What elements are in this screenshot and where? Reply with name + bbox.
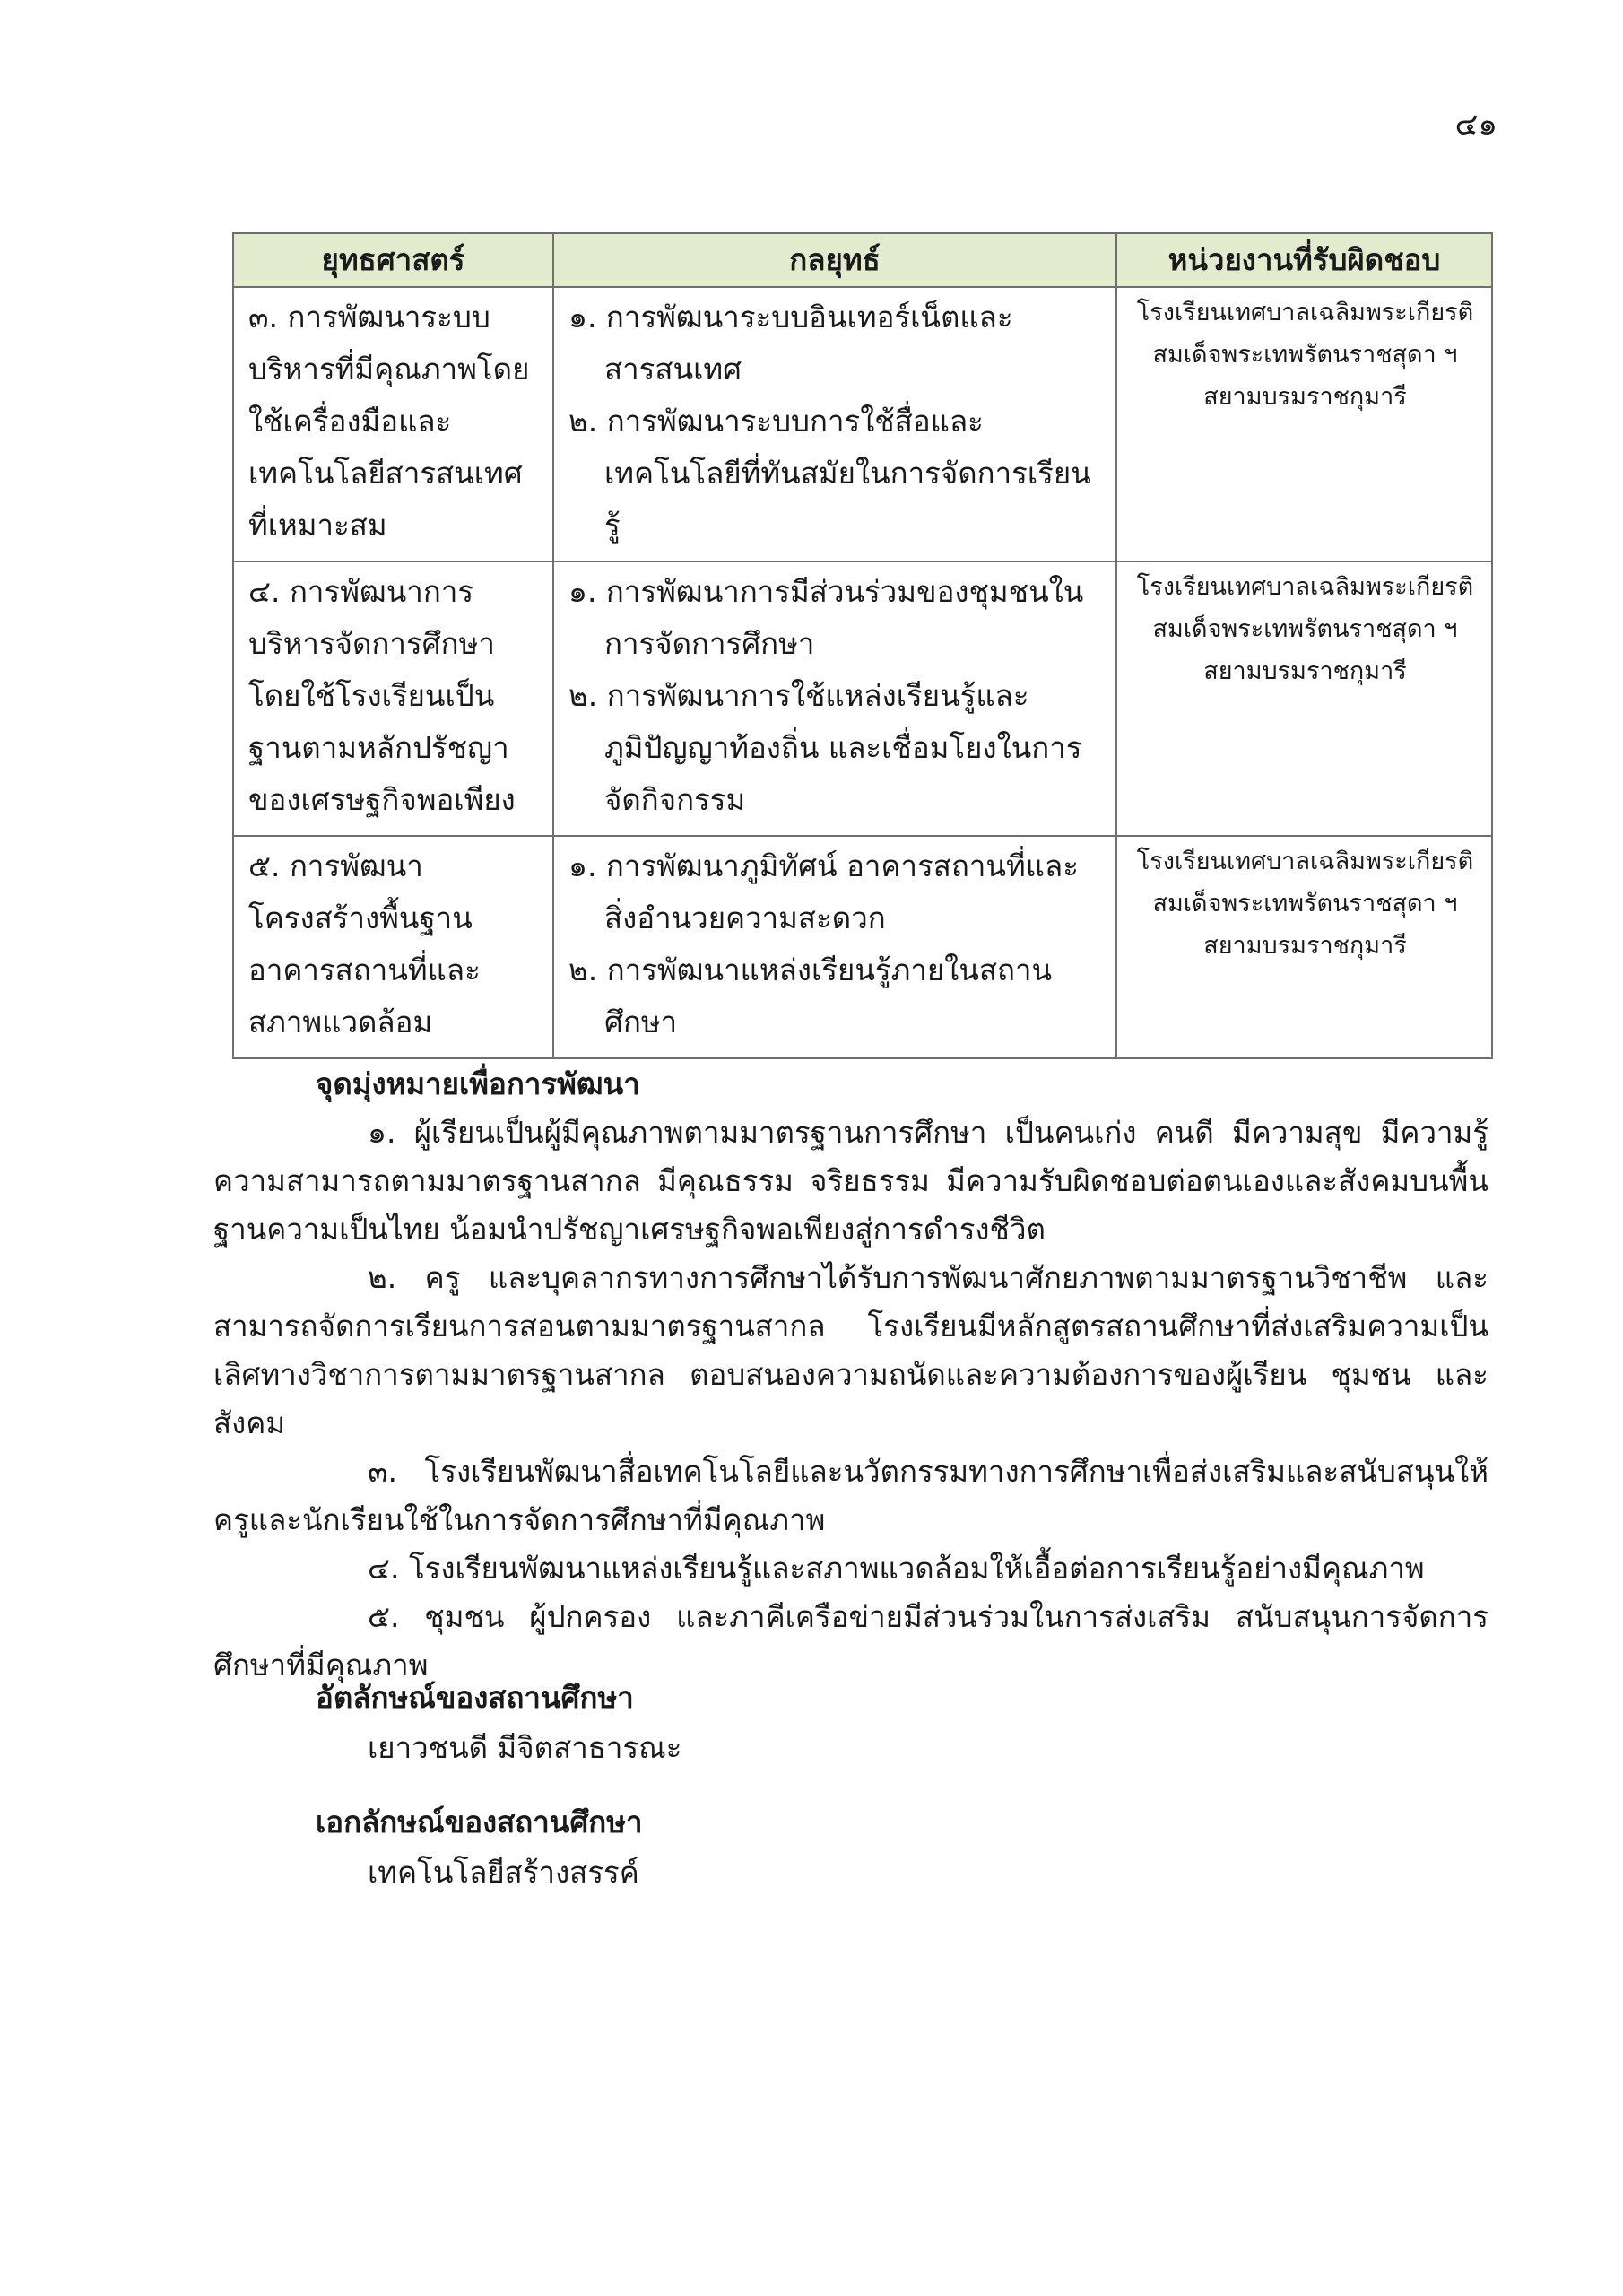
responsible-unit-cell: โรงเรียนเทศบาลเฉลิมพระเกียรติ สมเด็จพระเทพรัตนราชสุดา ฯ สยามบรมราชกุมารี: [1116, 836, 1492, 1058]
identity-text: เยาวชนดี มีจิตสาธารณะ: [368, 1730, 682, 1765]
strategy-cell: ๕. การพัฒนาโครงสร้างพื้นฐาน อาคารสถานที่และสภาพแวดล้อม: [233, 836, 553, 1058]
goals-body: [213, 1109, 1488, 1690]
tactic-item: ๒. การพัฒนาระบบการใช้สื่อและเทคโนโลยีที่ทันสมัยในการจัดการเรียนรู้: [568, 404, 1091, 543]
strategy-cell: ๓. การพัฒนาระบบบริหารที่มีคุณภาพโดยใช้เครื่องมือและเทคโนโลยีสารสนเทศที่เหมาะสม: [233, 287, 553, 561]
page-number: ๔๑: [1454, 107, 1497, 143]
responsible-unit-cell: โรงเรียนเทศบาลเฉลิมพระเกียรติ สมเด็จพระเทพรัตนราชสุดา ฯ สยามบรมราชกุมารี: [1116, 561, 1492, 836]
table-row: [233, 287, 1492, 561]
table-header-row: [233, 233, 1492, 287]
header-responsible-unit: หน่วยงานที่รับผิดชอบ: [1116, 233, 1492, 287]
table-row: [233, 836, 1492, 1058]
strategy-table: [232, 232, 1493, 1059]
tactics-cell: [553, 836, 1116, 1058]
goal-item: ๔. โรงเรียนพัฒนาแหล่งเรียนรู้และสภาพแวดล้อมให้เอื้อต่อการเรียนรู้อย่างมีคุณภาพ: [368, 1551, 1425, 1586]
goal-item: ๕. ชุมชน ผู้ปกครอง และภาคีเครือข่ายมีส่วนร่วมในการส่งเสริม สนับสนุนการจัดการศึกษาที่มีคุณภาพ: [213, 1599, 1488, 1683]
goals-heading: จุดมุ่งหมายเพื่อการพัฒนา: [316, 1066, 640, 1101]
tactic-item: ๒. การพัฒนาแหล่งเรียนรู้ภายในสถานศึกษา: [568, 952, 1053, 1039]
tactic-item: ๑. การพัฒนาภูมิทัศน์ อาคารสถานที่และสิ่งอำนวยความสะดวก: [568, 848, 1079, 935]
table-row: [233, 561, 1492, 836]
tactic-item: ๒. การพัฒนาการใช้แหล่งเรียนรู้และภูมิปัญญาท้องถิ่น และเชื่อมโยงในการจัดกิจกรรม: [568, 678, 1082, 817]
goal-item: ๒. ครู และบุคลากรทางการศึกษาได้รับการพัฒนาศักยภาพตามมาตรฐานวิชาชีพ และสามารถจัดการเรียนการสอนตามมาตรฐานสากล โรงเรียนมีหลักสูตรสถานศึกษาที่ส่งเสริมความเป็นเลิศทางวิชาการตามมาตรฐานสากล ตอบสนองความถนัดและความต้องการของผู้เรียน ชุมชน และสังคม: [213, 1260, 1488, 1440]
goal-item: ๓. โรงเรียนพัฒนาสื่อเทคโนโลยีและนวัตกรรมทางการศึกษาเพื่อส่งเสริมและสนับสนุนให้ครูและนักเรียนใช้ในการจัดการศึกษาที่มีคุณภาพ: [213, 1454, 1488, 1537]
tactic-item: ๑. การพัฒนาการมีส่วนร่วมของชุมชนในการจัดการศึกษา: [568, 574, 1084, 661]
uniqueness-heading: เอกลักษณ์ของสถานศึกษา: [316, 1805, 643, 1839]
responsible-unit-cell: โรงเรียนเทศบาลเฉลิมพระเกียรติ สมเด็จพระเทพรัตนราชสุดา ฯ สยามบรมราชกุมารี: [1116, 287, 1492, 561]
goal-item: ๑. ผู้เรียนเป็นผู้มีคุณภาพตามมาตรฐานการศึกษา เป็นคนเก่ง คนดี มีความสุข มีความรู้ความสามารถตามมาตรฐานสากล มีคุณธรรม จริยธรรม มีความรับผิดชอบต่อตนเองและสังคมบนพื้นฐานความเป็นไทย น้อมนำปรัชญาเศรษฐกิจพอเพียงสู่การดำรงชีวิต: [213, 1115, 1488, 1247]
header-strategy: ยุทธศาสตร์: [233, 233, 553, 287]
strategy-cell: ๔. การพัฒนาการบริหารจัดการศึกษาโดยใช้โรงเรียนเป็นฐานตามหลักปรัชญาของเศรษฐกิจพอเพียง: [233, 561, 553, 836]
tactics-cell: [553, 561, 1116, 836]
header-tactics: กลยุทธ์: [553, 233, 1116, 287]
uniqueness-text: เทคโนโลยีสร้างสรรค์: [368, 1855, 639, 1890]
tactics-cell: [553, 287, 1116, 561]
tactic-item: ๑. การพัฒนาระบบอินเทอร์เน็ตและสารสนเทศ: [568, 300, 1013, 387]
identity-heading: อัตลักษณ์ของสถานศึกษา: [316, 1680, 634, 1715]
